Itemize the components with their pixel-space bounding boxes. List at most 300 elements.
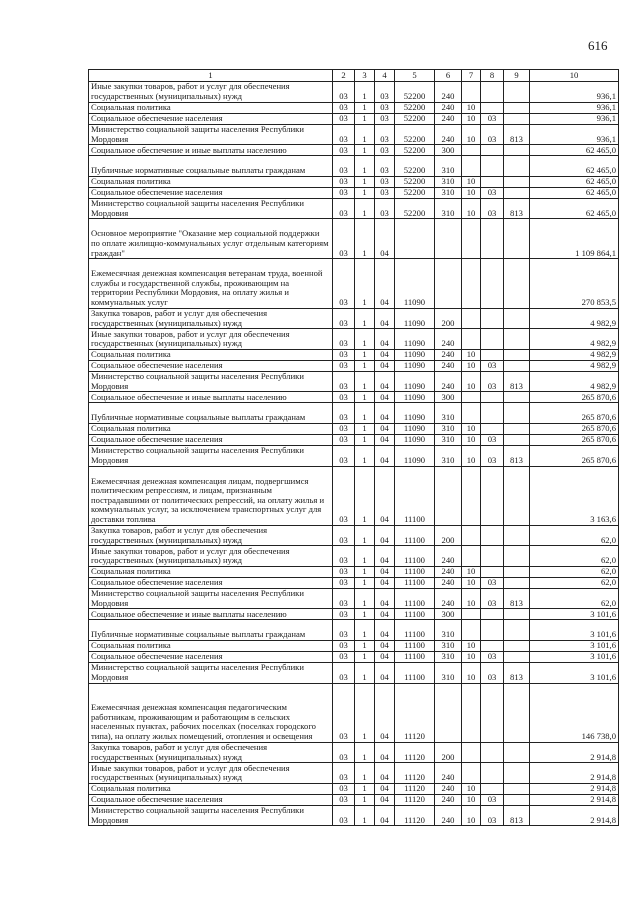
cell-activity: 04 <box>375 640 395 651</box>
cell-direction: 11090 <box>395 392 435 403</box>
cell-program: 03 <box>333 794 355 805</box>
cell-row-name: Иные закупки товаров, работ и услуг для обеспечения государственных (муниципальных) нужд <box>89 82 333 103</box>
cell-direction: 52200 <box>395 113 435 124</box>
cell-activity: 04 <box>375 329 395 350</box>
cell-direction: 11090 <box>395 360 435 371</box>
cell-amount: 62 465,0 <box>530 198 619 219</box>
cell-program: 03 <box>333 156 355 177</box>
cell-direction: 11120 <box>395 742 435 763</box>
cell-ministry <box>504 783 530 794</box>
cell-amount: 62 465,0 <box>530 187 619 198</box>
cell-activity: 04 <box>375 566 395 577</box>
cell-subsection <box>481 156 504 177</box>
cell-direction: 52200 <box>395 82 435 103</box>
cell-expense-type <box>435 259 462 308</box>
cell-expense-type: 240 <box>435 577 462 588</box>
cell-subprogram: 1 <box>355 651 375 662</box>
cell-program: 03 <box>333 783 355 794</box>
cell-subprogram: 1 <box>355 546 375 567</box>
cell-section: 10 <box>462 198 481 219</box>
cell-subsection <box>481 392 504 403</box>
cell-section <box>462 466 481 525</box>
cell-section: 10 <box>462 102 481 113</box>
cell-section: 10 <box>462 360 481 371</box>
cell-amount: 4 982,9 <box>530 349 619 360</box>
cell-row-name: Социальное обеспечение населения <box>89 187 333 198</box>
cell-program: 03 <box>333 198 355 219</box>
cell-expense-type: 240 <box>435 82 462 103</box>
cell-program: 03 <box>333 763 355 784</box>
cell-direction: 52200 <box>395 124 435 145</box>
cell-amount: 62,0 <box>530 577 619 588</box>
cell-program: 03 <box>333 329 355 350</box>
cell-amount: 1 109 864,1 <box>530 219 619 259</box>
cell-program: 03 <box>333 566 355 577</box>
cell-direction: 11100 <box>395 566 435 577</box>
cell-program: 03 <box>333 620 355 641</box>
cell-direction: 52200 <box>395 187 435 198</box>
cell-ministry <box>504 176 530 187</box>
cell-direction: 11120 <box>395 783 435 794</box>
cell-section: 10 <box>462 371 481 392</box>
cell-section: 10 <box>462 588 481 609</box>
table-row <box>89 546 619 567</box>
cell-ministry <box>504 434 530 445</box>
cell-expense-type: 200 <box>435 525 462 546</box>
cell-row-name: Публичные нормативные социальные выплаты гражданам <box>89 156 333 177</box>
cell-ministry <box>504 308 530 329</box>
cell-activity: 04 <box>375 360 395 371</box>
cell-subprogram: 1 <box>355 683 375 742</box>
cell-amount: 2 914,8 <box>530 805 619 826</box>
cell-row-name: Социальное обеспечение населения <box>89 794 333 805</box>
cell-subsection: 03 <box>481 434 504 445</box>
cell-row-name: Министерство социальной защиты населения Республики Мордовия <box>89 124 333 145</box>
cell-ministry <box>504 360 530 371</box>
cell-amount: 265 870,6 <box>530 392 619 403</box>
cell-program: 03 <box>333 124 355 145</box>
cell-activity: 04 <box>375 742 395 763</box>
cell-section <box>462 763 481 784</box>
cell-program: 03 <box>333 805 355 826</box>
cell-program: 03 <box>333 360 355 371</box>
cell-expense-type: 310 <box>435 640 462 651</box>
cell-subprogram: 1 <box>355 466 375 525</box>
cell-ministry: 813 <box>504 588 530 609</box>
cell-subprogram: 1 <box>355 588 375 609</box>
cell-expense-type: 200 <box>435 742 462 763</box>
cell-program: 03 <box>333 349 355 360</box>
cell-subsection: 03 <box>481 805 504 826</box>
cell-direction: 11120 <box>395 794 435 805</box>
cell-amount: 2 914,8 <box>530 794 619 805</box>
cell-section: 10 <box>462 805 481 826</box>
cell-row-name: Социальное обеспечение и иные выплаты населению <box>89 609 333 620</box>
cell-section <box>462 82 481 103</box>
cell-activity: 03 <box>375 102 395 113</box>
cell-activity: 04 <box>375 609 395 620</box>
cell-section: 10 <box>462 187 481 198</box>
cell-program: 03 <box>333 683 355 742</box>
cell-subprogram: 1 <box>355 445 375 466</box>
table-row <box>89 145 619 156</box>
cell-activity: 04 <box>375 805 395 826</box>
table-row <box>89 187 619 198</box>
cell-expense-type: 240 <box>435 805 462 826</box>
cell-program: 03 <box>333 176 355 187</box>
cell-expense-type: 240 <box>435 360 462 371</box>
cell-expense-type: 300 <box>435 609 462 620</box>
table-row <box>89 763 619 784</box>
cell-subsection: 03 <box>481 445 504 466</box>
cell-row-name: Министерство социальной защиты населения Республики Мордовия <box>89 198 333 219</box>
cell-ministry <box>504 102 530 113</box>
cell-subprogram: 1 <box>355 219 375 259</box>
table-row <box>89 577 619 588</box>
cell-subsection: 03 <box>481 187 504 198</box>
cell-row-name: Иные закупки товаров, работ и услуг для обеспечения государственных (муниципальных) нужд <box>89 763 333 784</box>
cell-amount: 4 982,9 <box>530 308 619 329</box>
cell-row-name: Социальное обеспечение населения <box>89 577 333 588</box>
cell-subsection: 03 <box>481 360 504 371</box>
cell-direction: 11100 <box>395 577 435 588</box>
cell-program: 03 <box>333 651 355 662</box>
cell-program: 03 <box>333 434 355 445</box>
cell-subprogram: 1 <box>355 403 375 424</box>
table-row <box>89 651 619 662</box>
cell-direction: 11090 <box>395 308 435 329</box>
cell-section <box>462 219 481 259</box>
cell-activity: 03 <box>375 187 395 198</box>
cell-ministry <box>504 577 530 588</box>
col-header-direction: 5 <box>395 70 435 82</box>
cell-amount: 2 914,8 <box>530 783 619 794</box>
cell-subsection <box>481 219 504 259</box>
cell-ministry <box>504 349 530 360</box>
col-header-amount: 10 <box>530 70 619 82</box>
cell-amount: 265 870,6 <box>530 403 619 424</box>
cell-ministry: 813 <box>504 805 530 826</box>
cell-section: 10 <box>462 113 481 124</box>
cell-program: 03 <box>333 423 355 434</box>
cell-direction: 11100 <box>395 640 435 651</box>
cell-row-name: Социальное обеспечение и иные выплаты населению <box>89 392 333 403</box>
cell-subsection <box>481 82 504 103</box>
cell-direction: 11090 <box>395 403 435 424</box>
cell-amount: 270 853,5 <box>530 259 619 308</box>
cell-ministry: 813 <box>504 445 530 466</box>
cell-section <box>462 742 481 763</box>
cell-amount: 3 101,6 <box>530 609 619 620</box>
col-header-activity: 4 <box>375 70 395 82</box>
cell-ministry: 813 <box>504 371 530 392</box>
cell-amount: 62 465,0 <box>530 176 619 187</box>
cell-expense-type: 240 <box>435 763 462 784</box>
cell-section <box>462 308 481 329</box>
cell-row-name: Социальная политика <box>89 423 333 434</box>
cell-subprogram: 1 <box>355 156 375 177</box>
cell-activity: 04 <box>375 783 395 794</box>
cell-expense-type: 240 <box>435 588 462 609</box>
cell-section <box>462 609 481 620</box>
cell-row-name: Министерство социальной защиты населения Республики Мордовия <box>89 805 333 826</box>
cell-subsection <box>481 566 504 577</box>
cell-subprogram: 1 <box>355 577 375 588</box>
cell-expense-type: 310 <box>435 662 462 683</box>
cell-subprogram: 1 <box>355 805 375 826</box>
cell-subsection: 03 <box>481 588 504 609</box>
cell-expense-type: 300 <box>435 392 462 403</box>
cell-section <box>462 525 481 546</box>
cell-expense-type: 310 <box>435 187 462 198</box>
cell-direction: 11090 <box>395 445 435 466</box>
cell-ministry <box>504 683 530 742</box>
cell-row-name: Социальное обеспечение населения <box>89 113 333 124</box>
table-row <box>89 742 619 763</box>
cell-direction: 11090 <box>395 423 435 434</box>
cell-subsection <box>481 466 504 525</box>
cell-program: 03 <box>333 145 355 156</box>
cell-activity: 03 <box>375 156 395 177</box>
cell-activity: 04 <box>375 445 395 466</box>
cell-expense-type: 240 <box>435 794 462 805</box>
table-row <box>89 805 619 826</box>
cell-subsection <box>481 783 504 794</box>
table-row <box>89 620 619 641</box>
cell-activity: 04 <box>375 219 395 259</box>
table-row <box>89 662 619 683</box>
cell-ministry <box>504 187 530 198</box>
cell-direction: 11120 <box>395 683 435 742</box>
table-row <box>89 423 619 434</box>
cell-row-name: Закупка товаров, работ и услуг для обеспечения государственных (муниципальных) нужд <box>89 525 333 546</box>
cell-amount: 62,0 <box>530 525 619 546</box>
cell-subsection <box>481 349 504 360</box>
cell-subsection: 03 <box>481 651 504 662</box>
cell-program: 03 <box>333 259 355 308</box>
cell-direction: 11090 <box>395 329 435 350</box>
cell-direction: 11100 <box>395 525 435 546</box>
table-row <box>89 525 619 546</box>
cell-expense-type: 310 <box>435 620 462 641</box>
cell-subprogram: 1 <box>355 371 375 392</box>
cell-ministry <box>504 329 530 350</box>
cell-section <box>462 620 481 641</box>
cell-row-name: Ежемесячная денежная компенсация педагогическим работникам, проживающим и работающим в сельских населенных пунктах, рабочих поселках (поселках городского типа), на оплату жилых помещений, отопления и освещения <box>89 683 333 742</box>
cell-expense-type: 240 <box>435 329 462 350</box>
cell-program: 03 <box>333 445 355 466</box>
cell-section: 10 <box>462 566 481 577</box>
cell-expense-type: 310 <box>435 156 462 177</box>
cell-direction: 11120 <box>395 763 435 784</box>
cell-expense-type: 240 <box>435 349 462 360</box>
cell-section <box>462 683 481 742</box>
cell-subprogram: 1 <box>355 329 375 350</box>
cell-direction: 11090 <box>395 349 435 360</box>
cell-expense-type: 240 <box>435 546 462 567</box>
cell-activity: 04 <box>375 349 395 360</box>
cell-program: 03 <box>333 546 355 567</box>
cell-section <box>462 329 481 350</box>
cell-ministry <box>504 742 530 763</box>
cell-subprogram: 1 <box>355 566 375 577</box>
cell-amount: 3 101,6 <box>530 640 619 651</box>
cell-activity: 03 <box>375 113 395 124</box>
cell-expense-type: 240 <box>435 371 462 392</box>
cell-activity: 03 <box>375 124 395 145</box>
cell-activity: 04 <box>375 371 395 392</box>
cell-direction: 11100 <box>395 546 435 567</box>
cell-expense-type: 240 <box>435 113 462 124</box>
cell-amount: 265 870,6 <box>530 423 619 434</box>
cell-section <box>462 156 481 177</box>
cell-row-name: Социальная политика <box>89 783 333 794</box>
cell-subprogram: 1 <box>355 783 375 794</box>
cell-row-name: Социальное обеспечение населения <box>89 360 333 371</box>
col-header-name: 1 <box>89 70 333 82</box>
cell-row-name: Ежемесячная денежная компенсация лицам, подвергшимся политическим репрессиям, и лицам, признанным пострадавшими от политических репрессий, на оплату жилья и коммунальных услуг, за исключением транспортных услуг для доставки топлива <box>89 466 333 525</box>
table-body <box>89 82 619 826</box>
table-row <box>89 566 619 577</box>
cell-row-name: Социальная политика <box>89 349 333 360</box>
cell-subprogram: 1 <box>355 742 375 763</box>
table-row <box>89 434 619 445</box>
cell-ministry <box>504 651 530 662</box>
cell-subprogram: 1 <box>355 360 375 371</box>
cell-expense-type: 240 <box>435 783 462 794</box>
cell-ministry <box>504 546 530 567</box>
cell-ministry <box>504 219 530 259</box>
budget-table <box>88 69 619 826</box>
cell-program: 03 <box>333 403 355 424</box>
cell-section <box>462 145 481 156</box>
cell-program: 03 <box>333 113 355 124</box>
cell-subprogram: 1 <box>355 640 375 651</box>
cell-subsection <box>481 403 504 424</box>
cell-activity: 04 <box>375 392 395 403</box>
cell-activity: 03 <box>375 198 395 219</box>
cell-ministry <box>504 763 530 784</box>
cell-direction: 11090 <box>395 259 435 308</box>
cell-direction: 52200 <box>395 198 435 219</box>
cell-subprogram: 1 <box>355 82 375 103</box>
cell-amount: 4 982,9 <box>530 360 619 371</box>
cell-subsection <box>481 329 504 350</box>
table-header-row <box>89 70 619 82</box>
table-row <box>89 445 619 466</box>
cell-activity: 04 <box>375 620 395 641</box>
cell-ministry <box>504 620 530 641</box>
cell-expense-type <box>435 219 462 259</box>
table-row <box>89 82 619 103</box>
cell-program: 03 <box>333 308 355 329</box>
cell-amount: 146 738,0 <box>530 683 619 742</box>
cell-direction: 11120 <box>395 805 435 826</box>
cell-section <box>462 546 481 567</box>
table-row <box>89 683 619 742</box>
cell-subprogram: 1 <box>355 525 375 546</box>
cell-row-name: Министерство социальной защиты населения Республики Мордовия <box>89 588 333 609</box>
col-header-expense-type: 6 <box>435 70 462 82</box>
cell-amount: 936,1 <box>530 102 619 113</box>
cell-subprogram: 1 <box>355 124 375 145</box>
cell-program: 03 <box>333 82 355 103</box>
cell-subprogram: 1 <box>355 198 375 219</box>
cell-section: 10 <box>462 651 481 662</box>
cell-activity: 04 <box>375 546 395 567</box>
cell-direction: 52200 <box>395 145 435 156</box>
cell-ministry <box>504 794 530 805</box>
cell-section <box>462 392 481 403</box>
cell-expense-type: 200 <box>435 308 462 329</box>
cell-ministry: 813 <box>504 198 530 219</box>
table-row <box>89 640 619 651</box>
cell-row-name: Публичные нормативные социальные выплаты гражданам <box>89 403 333 424</box>
table-row <box>89 124 619 145</box>
cell-amount: 936,1 <box>530 113 619 124</box>
cell-direction <box>395 219 435 259</box>
cell-program: 03 <box>333 662 355 683</box>
cell-subsection <box>481 102 504 113</box>
cell-activity: 04 <box>375 662 395 683</box>
table-row <box>89 371 619 392</box>
cell-expense-type <box>435 466 462 525</box>
cell-amount: 3 101,6 <box>530 662 619 683</box>
cell-subsection: 03 <box>481 371 504 392</box>
col-header-subsection: 8 <box>481 70 504 82</box>
cell-activity: 04 <box>375 651 395 662</box>
cell-row-name: Закупка товаров, работ и услуг для обеспечения государственных (муниципальных) нужд <box>89 742 333 763</box>
cell-program: 03 <box>333 392 355 403</box>
cell-amount: 4 982,9 <box>530 329 619 350</box>
cell-subsection: 03 <box>481 113 504 124</box>
cell-direction: 52200 <box>395 102 435 113</box>
col-header-section: 7 <box>462 70 481 82</box>
cell-expense-type: 240 <box>435 124 462 145</box>
cell-amount: 2 914,8 <box>530 763 619 784</box>
cell-amount: 265 870,6 <box>530 434 619 445</box>
cell-ministry <box>504 145 530 156</box>
cell-activity: 03 <box>375 82 395 103</box>
cell-subsection <box>481 683 504 742</box>
cell-row-name: Иные закупки товаров, работ и услуг для обеспечения государственных (муниципальных) нужд <box>89 546 333 567</box>
cell-ministry <box>504 259 530 308</box>
cell-activity: 03 <box>375 176 395 187</box>
cell-section: 10 <box>462 349 481 360</box>
col-header-subprogram: 3 <box>355 70 375 82</box>
cell-subsection <box>481 742 504 763</box>
cell-amount: 62,0 <box>530 588 619 609</box>
cell-row-name: Иные закупки товаров, работ и услуг для обеспечения государственных (муниципальных) нужд <box>89 329 333 350</box>
cell-amount: 3 101,6 <box>530 620 619 641</box>
cell-subprogram: 1 <box>355 392 375 403</box>
cell-ministry <box>504 640 530 651</box>
cell-expense-type: 310 <box>435 434 462 445</box>
cell-activity: 04 <box>375 525 395 546</box>
table-row <box>89 466 619 525</box>
cell-row-name: Основное мероприятие "Оказание мер социальной поддержки по оплате жилищно-коммунальных услуг отдельным категориям граждан" <box>89 219 333 259</box>
cell-subsection <box>481 546 504 567</box>
cell-direction: 52200 <box>395 156 435 177</box>
col-header-program: 2 <box>333 70 355 82</box>
cell-direction: 11100 <box>395 588 435 609</box>
cell-section <box>462 403 481 424</box>
cell-subsection <box>481 176 504 187</box>
table-row <box>89 176 619 187</box>
cell-program: 03 <box>333 609 355 620</box>
cell-expense-type: 300 <box>435 145 462 156</box>
table-row <box>89 198 619 219</box>
